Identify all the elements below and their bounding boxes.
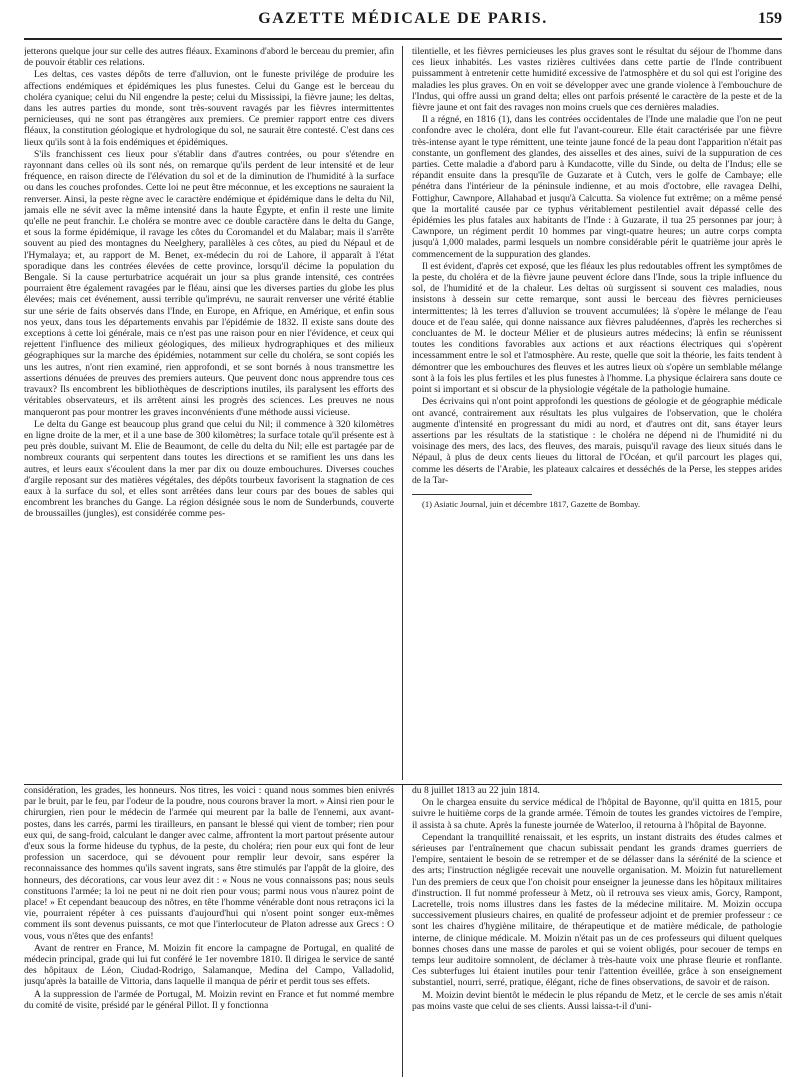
- paragraph: S'ils franchissent ces lieux pour s'établir dans d'autres contrées, ou pour s'étendre en rayonnant dans celles où ils sont nés, on remarque qu'ils perdent de leur intensité et de leur fréquence, en raison directe de l'élévation du sol et de la diminution de l'humidité à la surface ou dans les couches profondes. Cette loi ne peut être méconnue, et les exceptions ne sauraient la renverser. Ainsi, la peste règne avec le caractère endémique et épidémique dans le delta du Nil, jamais elle ne sévit avec la même intensité dans la haute Égypte, et enfin il reste une limite qu'elle ne peut franchir. Le choléra se montre avec ce double caractère dans le delta du Gange, et sous la forme épidémique, il ravage les côtes du Coromandel et du Malabar; mais il s'arrête souvent au pied des montagnes du Neelghery, parallèles à ces côtes, au pied du Népaul et de l'Hymalaya; et, au rapport de M. Benet, ex-médecin du roi de Lahore, il apparaît à l'état sporadique dans les contrées élevées de cette province, lorsqu'il décime la population du Bengale. Si la cause perturbatrice acquérait un jour sa plus grande intensité, ces contrées pourraient être également ravagées par le fléau, ainsi que les diverses parties du globe les plus élevées; mais cet événement, aussi terrible qu'imprévu, ne saurait renverser une vérité établie sur une série de faits observés dans l'Inde, en Europe, en Afrique, en Amérique, et enfin sous nos yeux, dans tous les départements envahis par l'épidémie de 1832. Il existe sans doute des exceptions à cette loi générale, mais ce n'est pas une raison pour en nier l'évidence, et ceux qui rejettent l'influence des milieux géologiques, des milieux hydrographiques et des milieux géographiques sur la marche des épidémies, notamment sur celle du choléra, se sont copiés les uns les autres, n'ont rien examiné, rien approfondi, et se sont bornés à nous transmettre les assertions dénuées de preuves des premiers auteurs. Que peuvent donc nous apprendre tous ces travaux? Ils encombrent les bibliothèques de descriptions inutiles, ils paralysent les efforts des véritables observateurs, et ils arrêtent ainsi les progrès des sciences. Les preuves ne nous manqueront pas pour montrer les graves inconvénients d'une méthode aussi vicieuse.: [24, 148, 394, 418]
- footnote-divider: [412, 494, 532, 495]
- paragraph: jetterons quelque jour sur celle des autres fléaux. Examinons d'abord le berceau du premier, afin de pouvoir établir ces relations.: [24, 46, 394, 69]
- newspaper-page: [24, 8, 782, 1080]
- paragraph: tilentielle, et les fièvres pernicieuses les plus graves sont le résultat du séjour de l'homme dans ces lieux inhabités. Les vastes rizières cultivées dans cette partie de l'Inde contribuent puissamment à entretenir cette humidité excessive de l'atmosphère et du sol qui est l'origine des maladies les plus graves. On en voit se développer avec une grande violence à l'embouchure de l'Indus, qui offre aussi un grand delta; elles ont parfois présenté le caractère de la peste et de la fièvre jaune et ont fait des ravages non moins cruels que ces dernières maladies.: [412, 46, 782, 114]
- page-header: [24, 8, 782, 40]
- column-divider: [402, 46, 403, 780]
- lower-right-column: [412, 785, 782, 1077]
- lower-section: [24, 784, 782, 1080]
- paragraph: Les deltas, ces vastes dépôts de terre d'alluvion, ont le funeste privilége de produire les affections endémiques et épidémiques les plus funestes. Celui du Gange est le berceau du choléra cyanique; celui du Nil engendre la peste; celui du Mississipi, la fièvre jaune; les deltas, dans les autres parties du monde, sont très-souvent ravagés par les fièvres intermittentes pernicieuses, qui ne sont pas étrangères aux premiers. Ce premier rapport entre ces divers fléaux, la constitution géologique et hydrologique du sol, ne saurait être contesté. C'est dans ces lieux qu'ils sont à la fois endémiques et épidémiques.: [24, 69, 394, 148]
- paragraph: A la suppression de l'armée de Portugal, M. Moizin revint en France et fut nommé membre du comité de visite, présidé par le général Pillot. Il y fonctionna: [24, 988, 394, 1011]
- paragraph: Il est évident, d'après cet exposé, que les fléaux les plus redoutables offrent les symptômes de la peste, du choléra et de la fièvre jaune peuvent éclore dans l'Inde, sous la triple influence du sol, de l'humidité et de la chaleur. Les deltas où surgissent si souvent ces maladies, nous insistons à dessein sur cette remarque, sont aussi le berceau des fièvres pernicieuses intermittentes; là les terres d'alluvion se trouvent accumulées; là s'opère le mélange de l'eau douce et de l'eau salée, qui donne naissance aux fièvres paludéennes, d'après les recherches si concluantes de M. le docteur Mélier et de plusieurs autres médecins; là enfin se réunissent toutes les conditions favorables aux actions et aux réactions électriques qui s'opèrent incessamment entre le sol et l'atmosphère. Au reste, quelle que soit la théorie, les faits tendent à démontrer que les embouchures des fleuves et les autres lieux où s'opère un semblable mélange sont à la fois les plus fertiles et les plus funestes à l'homme. La physique éclairera sans doute ce point si important et si obscur de la physiologie végétale de la pathologie humaine.: [412, 260, 782, 396]
- page-number: 159: [758, 10, 782, 27]
- paragraph: considération, les grades, les honneurs. Nos titres, les voici : quand nous sommes bien enivrés par le bruit, par le feu, par l'odeur de la poudre, nous courons braver la mort. » Ainsi rien pour le chirurgien, rien pour le médecin de l'armée qui meurent par la balle de l'ennemi, aux avant-postes, dans les carrés, parmi les tirailleurs, en pansant le blessé qui vient de tomber; rien pour eux qui, de sang-froid, calculant le danger avec calme, affrontent la mort partout présente autour d'eux sous la forme hideuse du typhus, de la peste, du choléra; rien pour eux qui font de leur profession un sacerdoce, qui se dévouent pour remplir leur devoir, sans espérer la reconnaissance des hommes qu'ils savent ingrats, sans être stimulés par l'appât de la gloire, des honneurs, des décorations, car vous leur avez dit : « Nous ne vous connaissons pas; nous seuls constituons l'armée; la loi ne peut ni ne doit rien pour vous; parmi nous vous n'aurez point de place! » Et cependant beaucoup des nôtres, en tête l'homme vénérable dont nous retraçons ici la vie, pourraient répéter à ces puissants d'aujourd'hui qui n'osent point songer eux-mêmes comment ils sont devenus puissants, ce mot que l'interlocuteur de Platon adresse aux Grecs : O vous, vous n'êtes que des enfants!: [24, 785, 394, 942]
- paragraph: Des écrivains qui n'ont point approfondi les questions de géologie et de géographie médicale ont avancé, contrairement aux résultats les plus vulgaires de l'observation, que le choléra augmente d'intensité en progressant du midi au nord, et d'autres ont dit, sans étayer leurs assertions par les résultats de la statistique : le choléra ne dépend ni de l'humidité ni du voisinage des mers, des lacs, des fleuves, des marais, puisqu'il ravage des lieux situés dans le Népaul, à plus de deux cents lieues du littoral de l'Océan, et qu'il parcourt les plages qui, comme les déserts de l'Arabie, les plateaux calcaires et desséchés de la Perse, les steppes arides de la Tar-: [412, 396, 782, 486]
- upper-right-column: [412, 46, 782, 780]
- paragraph: Cependant la tranquillité renaissait, et les esprits, un instant distraits des études calmes et sérieuses par l'entraînement que chacun subissait pendant les grands drames guerriers de l'empire, sentaient le besoin de se retremper et de se délasser dans la sérénité de la science et des arts; l'instruction négligée recevait une nouvelle organisation. M. Moizin fut naturellement l'un des premiers de ceux que l'on choisit pour enseigner la jeunesse dans les hôpitaux militaires d'instruction. Il fut nommé professeur à Metz, où il retrouva ses vieux amis, Gorcy, Rampont, Lacretelle, trois noms illustres dans les fastes de la médecine militaire. M. Moizin occupa successivement plusieurs chaires, en qualité de professeur adjoint et de premier professeur : ce sont les chaires d'hygiène militaire, de thérapeutique et de matière médicale, de pathologie interne, de clinique médicale. M. Moizin n'était pas un de ces professeurs qui diluent quelques bonnes choses dans une masse de paroles et qui se voient obligés, pour secouer de temps en temps leur auditoire somnolent, de déclamer à très-haute voix une phrase fleurie et ronflante. Ces subterfuges lui étaient inutiles pour tenir l'attention éveillée, grâce à son enseignement substantiel, nourri, serré, pratique, élégant, riche de fines observations, de savoir et de raison.: [412, 831, 782, 989]
- paragraph: Avant de rentrer en France, M. Moizin fit encore la campagne de Portugal, en qualité de médecin principal, grade qui lui fut conféré le 1er novembre 1810. Il dirigea le service de santé des hôpitaux de Léon, Ciudad-Rodrigo, Salamanque, Medina del Campo, Valladolid, jusqu'après la bataille de Vittoria, dans laquelle il manqua de périr et perdit tous ses effets.: [24, 942, 394, 988]
- paragraph: Il a régné, en 1816 (1), dans les contrées occidentales de l'Inde une maladie que l'on ne peut confondre avec le choléra, dont elle fut l'avant-coureur. Elle était caractérisée par une fièvre très-intense ayant le type rémittent, une teinte jaune foncé de la peau dont l'apparition n'était pas constante, un gonflement des glandes, des aisselles et des aines, suivi de la suppuration de ces parties. Cette maladie a d'abord paru à Kundacotte, ville du Sinde, ou delta de l'Indus; elle se répandit ensuite dans la presqu'île de Guzarate et à Cutch, vers le golfe de Cambaye; elle pénétra dans l'intérieur de la péninsule indienne, et au mois d'octobre, elle ravagea Delhi, Fottighur, Cawnpore, Allahabad et jusqu'à Calcutta. Sa violence fut extrême; on a même pensé que la mortalité causée par ce typhus véritablement pestilentiel avait dépassé celle des épidémies les plus fatales aux habitants de l'Inde : à Guzarate, il tua 25 personnes par jour; à Cawnpore, un régiment perdit 10 hommes par vingt-quatre heures; un autre corps compta jusqu'à 1,000 malades, parmi lesquels un nombre considérable périt le quatrième jour après le commencement de la suppuration des glandes.: [412, 114, 782, 260]
- paragraph: Le delta du Gange est beaucoup plus grand que celui du Nil; il commence à 320 kilomètres en ligne droite de la mer, et il a une base de 300 kilomètres; la surface totale qu'il présente est à peu près double, suivant M. Elie de Beaumont, de celle du delta du Nil; elle est partagée par de nombreux courants qui serpentent dans toutes les directions et se ramifient les uns dans les autres, et leurs eaux s'écoulent dans la mer par dix ou douze embouchures. Diverses couches d'argile reposant sur des matières végétales, des dépôts tourbeux favorisent la stagnation de ces eaux à la surface du sol, et elles sont arrêtées dans leur cours par des boues de sables qui encombrent les branches du Gange. La région désignée sous le nom de Sunderbunds, couverte de broussailles (jungles), est considérée comme pes-: [24, 418, 394, 520]
- footnote: (1) Asiatic Journal, juin et décembre 1817, Gazette de Bombay.: [422, 498, 641, 509]
- running-title: GAZETTE MÉDICALE DE PARIS.: [258, 10, 548, 27]
- column-divider: [402, 785, 403, 1077]
- upper-left-column: [24, 46, 394, 780]
- paragraph: du 8 juillet 1813 au 22 juin 1814.: [412, 785, 540, 796]
- upper-section: [24, 46, 782, 780]
- paragraph: On le chargea ensuite du service médical de l'hôpital de Bayonne, qu'il quitta en 1815, pour suivre le huitième corps de la grande armée. Témoin de toutes les grandes victoires de l'empire, il assista à sa chute. Après la funeste journée de Waterloo, il retourna à l'hôpital de Bayonne.: [412, 797, 782, 831]
- paragraph: M. Moizin devint bientôt le médecin le plus répandu de Metz, et le cercle de ses amis n'était pas moins vaste que celui de ses clients. Aussi laissa-t-il d'uni-: [412, 989, 782, 1012]
- lower-left-column: [24, 785, 394, 1077]
